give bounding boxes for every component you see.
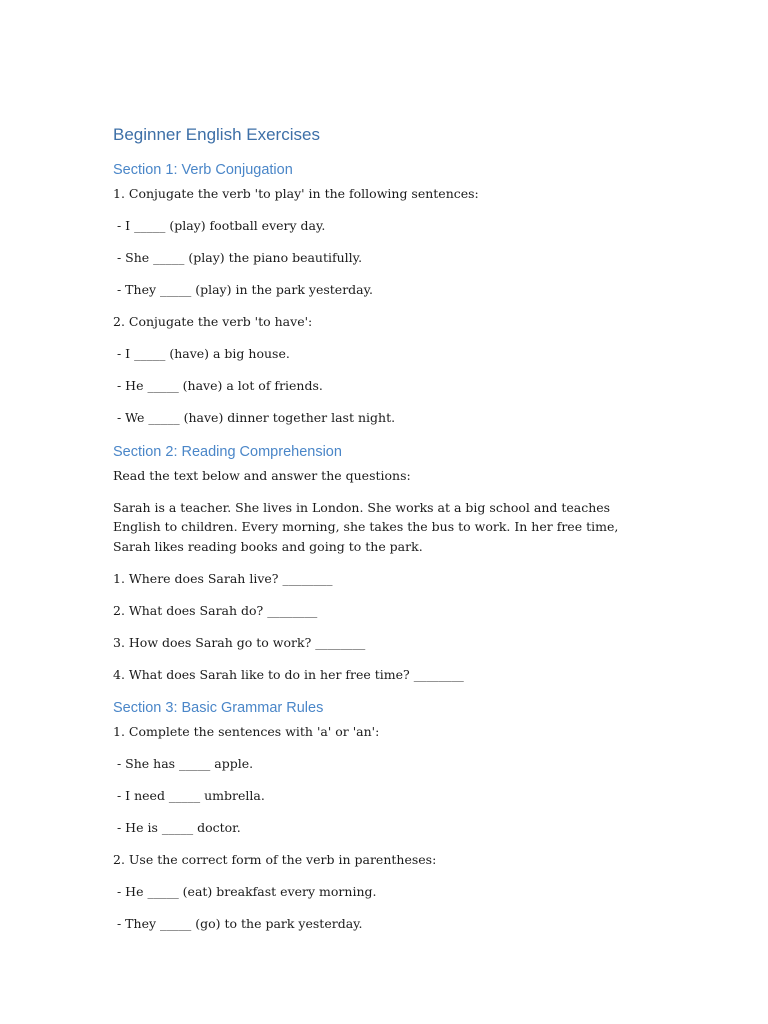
- exercise-line: - I _____ (play) football every day.: [113, 218, 326, 233]
- section-basic-grammar: [113, 698, 656, 934]
- section-heading: Section 1: Verb Conjugation: [113, 162, 293, 178]
- exercise-line: Read the text below and answer the questions:: [113, 467, 411, 483]
- exercise-line: - She _____ (play) the piano beautifully.: [113, 250, 363, 265]
- question-line: 4. What does Sarah like to do in her free time? ________: [113, 666, 464, 682]
- document-title: Beginner English Exercises: [113, 125, 320, 144]
- section-heading: Section 3: Basic Grammar Rules: [113, 700, 324, 716]
- reading-passage: Sarah is a teacher. She lives in London. She works at a big school and teaches English to children. Every morning, she takes the bus to work. In her free time, Sarah likes reading books and going to the park.: [113, 499, 623, 554]
- exercise-line: - She has _____ apple.: [113, 756, 254, 771]
- section-verb-conjugation: [113, 160, 656, 428]
- exercise-line: 2. Use the correct form of the verb in parentheses:: [113, 852, 437, 867]
- exercise-line: - We _____ (have) dinner together last night.: [113, 410, 396, 425]
- exercise-line: 1. Complete the sentences with 'a' or 'an':: [113, 724, 380, 739]
- question-line: 1. Where does Sarah live? ________: [113, 570, 333, 586]
- exercise-line: - They _____ (play) in the park yesterday.: [113, 282, 374, 297]
- exercise-line: 1. Conjugate the verb 'to play' in the following sentences:: [113, 186, 479, 201]
- exercise-line: - He is _____ doctor.: [113, 820, 241, 835]
- exercise-line: - He _____ (eat) breakfast every morning.: [113, 884, 377, 899]
- exercise-line: - I need _____ umbrella.: [113, 788, 265, 803]
- section-heading: Section 2: Reading Comprehension: [113, 443, 342, 460]
- exercise-line: 2. Conjugate the verb 'to have':: [113, 314, 313, 329]
- section-reading-comprehension: [113, 442, 656, 685]
- exercise-line: - I _____ (have) a big house.: [113, 346, 290, 361]
- exercise-line: - He _____ (have) a lot of friends.: [113, 378, 323, 393]
- exercise-line: - They _____ (go) to the park yesterday.: [113, 916, 363, 931]
- question-line: 3. How does Sarah go to work? ________: [113, 634, 366, 650]
- question-line: 2. What does Sarah do? ________: [113, 602, 318, 618]
